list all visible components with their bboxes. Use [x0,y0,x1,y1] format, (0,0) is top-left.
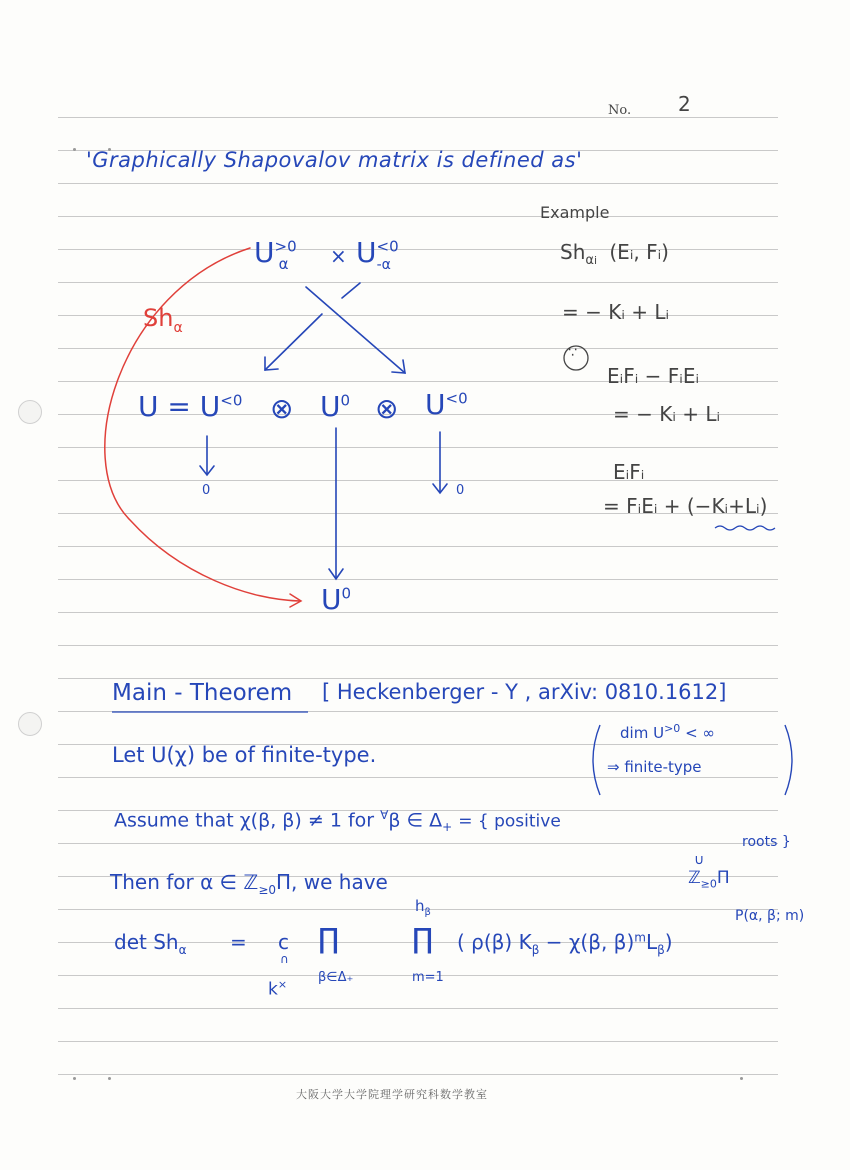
det-equals: = [230,930,247,954]
theorem-let: Let U(χ) be of finite-type. [112,743,377,767]
arrow-cross-stub [342,283,360,298]
k-times: k× [268,978,288,1000]
z-pi-annot: ℤ$_{\ge 0}$Π [688,868,730,891]
const-c-below: ∩ [280,952,289,966]
arrow-cross-down-right [306,287,405,373]
p-label: P(α, β; m) [735,908,805,924]
because-symbol: ∵ [568,345,577,361]
h-beta: $h_\beta$ [415,897,431,918]
const-c: c [278,930,289,954]
example-title: Example [540,203,610,222]
prod-m: ∏ [412,922,434,955]
sh-label: $Sh_\alpha$ [143,304,183,336]
diagram-top-left: $U^{>0}_\alpha$ [254,236,297,273]
diagram-top-right: $U^{<0}_{-\alpha}$ [356,236,399,273]
otimes-2: ⊗ [375,392,399,425]
theorem-roots: roots } [742,834,791,850]
example-line1: $Sh_{\alpha i}$ (Eᵢ, Fᵢ) [560,240,669,268]
intro-text: 'Graphically Shapovalov matrix is defined as' [86,148,583,172]
theorem-citation: [ Heckenberger - Y , arXiv: 0810.1612] [322,680,727,704]
diagram-times: × [330,244,347,268]
theorem-assume: Assume that χ(β, β) ≠ 1 for ∀β ∈ $\Delta_+$ = { positive [114,808,561,835]
paren-top-text: dim $U^{>0}$ < ∞ [620,722,715,742]
prod-beta: ∏ [318,922,340,955]
paren-bottom-text: ⇒ finite-type [607,758,702,776]
det-lhs: $\det Sh_\alpha$ [114,930,187,957]
det-formula: ( ρ(β) $K_\beta - \chi(\beta$, $\beta)^mL_\beta$) [457,930,673,957]
footer-text: 大阪大学大学院理学研究科数学教室 [296,1088,488,1101]
example-line3: EᵢFᵢ − FᵢEᵢ [607,364,700,388]
page-number-label: No. [608,103,632,118]
paren-right [785,725,792,795]
example-line5: EᵢFᵢ [613,460,645,484]
squiggle-underline [715,526,775,530]
page-number: 2 [678,92,691,116]
theorem-title: Main - Theorem [112,680,293,706]
zero-left: 0 [202,483,211,498]
prod-m-sub: m=1 [412,970,444,985]
hat-symbol: ∩ [694,852,705,868]
diagram-middle-u0: $U^0$ [320,390,351,423]
otimes-1: ⊗ [270,392,294,425]
example-line4: = − Kᵢ + Lᵢ [613,402,721,426]
diagram-middle-lhs: $U = U^{<0}$ [138,390,243,423]
prod-beta-sub: β∈Δ₊ [318,970,354,985]
paren-left [593,725,600,795]
diagram-bottom: $U^0$ [321,583,352,616]
example-line2: = − Kᵢ + Lᵢ [562,300,670,324]
example-line6: = FᵢEᵢ + (−Kᵢ+Lᵢ) [603,494,768,518]
theorem-then: Then for α ∈ ℤ$_{\ge 0}$Π, we have [110,870,388,897]
zero-right: 0 [456,483,465,498]
diagram-middle-u3: $U^{<0}$ [425,388,468,421]
arrow-cross-down-left [265,314,322,370]
